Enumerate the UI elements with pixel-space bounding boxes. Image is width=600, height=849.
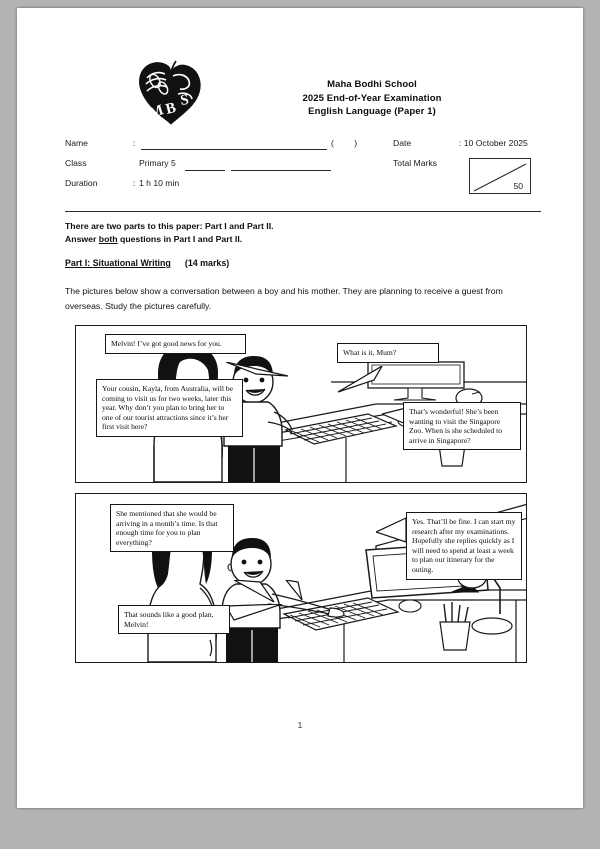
name-input-line[interactable] <box>141 149 327 150</box>
speech-tail-6 <box>226 604 294 628</box>
instruction-line-2-post: questions in Part I and Part II. <box>117 234 243 244</box>
duration-label: Duration <box>65 178 98 188</box>
date-value: : 10 October 2025 <box>459 138 528 148</box>
total-marks-label: Total Marks <box>393 158 437 168</box>
name-row <box>65 136 541 154</box>
instruction-emphasis: both <box>98 234 118 244</box>
speech-bubble-6: That sounds like a good plan, Melvin! <box>118 605 230 634</box>
speech-tail-3 <box>338 366 398 400</box>
question-prompt: The pictures below show a conversation between a boy and his mother. They are planning to receive a guest from overseas. Study the pictures carefully. <box>65 286 503 311</box>
part-title: Part I: Situational Writing <box>65 258 171 268</box>
part-marks: (14 marks) <box>184 258 230 268</box>
instruction-line-2 <box>65 233 541 246</box>
index-number-field[interactable]: ( ) <box>331 138 367 148</box>
subject-name: English Language (Paper 1) <box>308 106 436 117</box>
speech-bubble-5: She mentioned that she would be arriving in a month’s time. Is that enough time for you to plan everything? <box>110 504 234 552</box>
bodhi-leaf-logo-icon <box>135 60 205 126</box>
date-label: Date <box>393 138 412 148</box>
class-input-line-b[interactable] <box>231 170 331 171</box>
part-heading <box>65 258 229 268</box>
exam-name: 2025 End-of-Year Examination <box>302 92 442 104</box>
candidate-details <box>65 136 541 208</box>
svg-text:S: S <box>179 91 190 109</box>
page-header <box>17 56 583 132</box>
page-number: 1 <box>297 721 303 730</box>
comic-panel-2 <box>75 493 527 663</box>
header-divider <box>65 211 541 212</box>
duration-value: 1 h 10 min <box>139 178 180 188</box>
class-label: Class <box>65 158 87 168</box>
speech-bubble-4: That’s wonderful! She’s been wanting to visit the Singapore Zoo. When is she scheduled to arrive in Singapore? <box>403 402 521 450</box>
instructions <box>65 220 541 246</box>
exam-page <box>17 8 583 808</box>
svg-text:B: B <box>164 99 178 118</box>
instruction-line-1: There are two parts to this paper: Part I and Part II. <box>65 221 274 231</box>
speech-bubble-1: Melvin! I’ve got good news for you. <box>105 334 246 354</box>
svg-text:M: M <box>147 102 166 122</box>
speech-bubble-2: Your cousin, Kayla, from Australia, will be coming to visit us for two weeks, later this year. Why don’t you plan to bring her to one of our tourist attractions since it’s her first visit here? <box>96 379 243 437</box>
total-marks-box[interactable] <box>469 158 531 194</box>
speech-bubble-3: What is it, Mum? <box>337 343 439 363</box>
name-label: Name <box>65 138 88 148</box>
comic-panel-1 <box>75 325 527 483</box>
school-name: Maha Bodhi School <box>327 79 417 90</box>
duration-colon: : <box>133 178 136 188</box>
total-marks-value: 50 <box>513 181 523 191</box>
instruction-line-2-pre: Answer <box>65 234 99 244</box>
page-title <box>207 78 537 119</box>
name-colon: : <box>133 138 136 148</box>
class-value: Primary 5 <box>139 158 176 168</box>
class-input-line-a[interactable] <box>185 170 225 171</box>
speech-bubble-7: Yes. That’ll be fine. I can start my research after my examinations. Hopefully she replies quickly as I will need to spend at least a week to plan our itinerary for the outing. <box>406 512 522 580</box>
